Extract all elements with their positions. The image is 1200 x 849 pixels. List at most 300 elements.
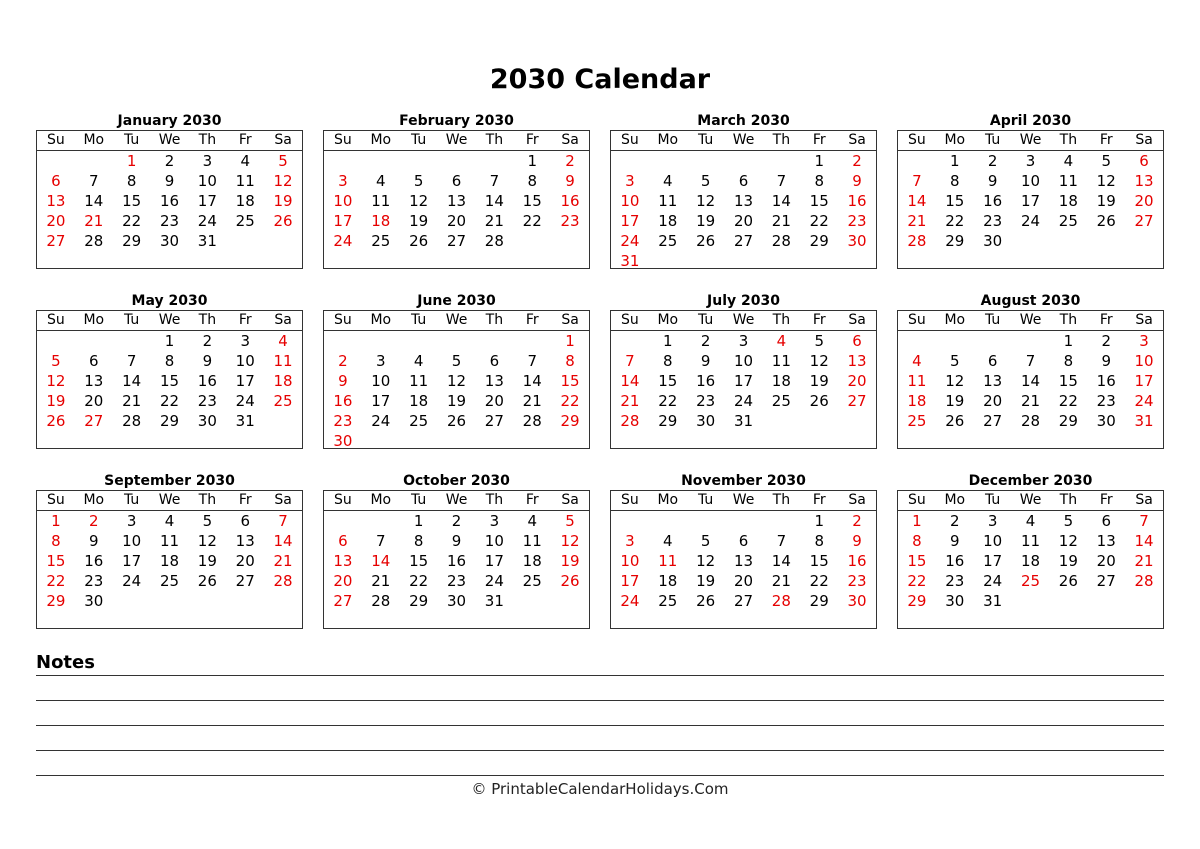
weekday-header xyxy=(898,311,1163,331)
day-cell: 5 xyxy=(1101,152,1111,170)
day-cell: 1 xyxy=(527,152,537,170)
weekday-label: Th xyxy=(1059,312,1078,328)
weekday-label: Sa xyxy=(1135,312,1153,328)
weekday-label: Fr xyxy=(238,132,252,148)
day-cell: 25 xyxy=(409,412,429,430)
weekday-label: We xyxy=(445,132,468,148)
weekday-header xyxy=(898,491,1163,511)
day-cell: 20 xyxy=(446,212,467,230)
day-cell: 31 xyxy=(983,592,1003,610)
weekday-label: Sa xyxy=(848,492,866,508)
day-cell: 7 xyxy=(912,172,922,190)
day-cell: 29 xyxy=(560,412,580,430)
day-cell: 15 xyxy=(122,192,142,210)
day-cell: 7 xyxy=(376,532,386,550)
day-cell: 2 xyxy=(202,332,213,350)
day-cell: 21 xyxy=(484,212,504,230)
day-cell: 20 xyxy=(847,372,867,390)
day-cell: 25 xyxy=(235,212,255,230)
month-box xyxy=(323,130,590,269)
day-cell: 2 xyxy=(700,332,711,350)
day-cell: 15 xyxy=(159,372,180,390)
day-cell: 1 xyxy=(164,332,175,350)
day-cell: 16 xyxy=(945,552,965,570)
weekday-label: Tu xyxy=(410,132,427,148)
weekday-label: Mo xyxy=(944,312,966,328)
day-cell: 28 xyxy=(522,412,542,430)
empty-cell xyxy=(37,331,75,351)
month-box xyxy=(610,490,877,629)
day-cell: 26 xyxy=(46,412,66,430)
day-cell: 25 xyxy=(658,592,678,610)
day-cell: 8 xyxy=(126,172,137,190)
day-cell: 17 xyxy=(620,572,640,590)
note-line[interactable] xyxy=(36,726,1164,751)
day-cell: 18 xyxy=(1020,552,1041,570)
day-cell: 22 xyxy=(409,572,429,590)
day-cell: 15 xyxy=(809,192,829,210)
day-cell: 15 xyxy=(560,372,580,390)
day-cell: 5 xyxy=(451,352,462,370)
day-cell: 11 xyxy=(273,352,293,370)
month-calendar xyxy=(323,470,590,629)
weekday-label: Tu xyxy=(410,312,427,328)
day-cell: 27 xyxy=(484,412,504,430)
note-line[interactable] xyxy=(36,676,1164,701)
day-cell: 24 xyxy=(197,212,217,230)
empty-cell xyxy=(438,151,476,171)
day-cell: 4 xyxy=(164,512,175,530)
day-cell: 23 xyxy=(333,412,353,430)
day-cell: 13 xyxy=(733,552,754,570)
empty-cell xyxy=(762,151,800,171)
day-cell: 10 xyxy=(620,552,640,570)
empty-cell xyxy=(649,151,687,171)
day-cell: 8 xyxy=(663,352,673,370)
day-cell: 10 xyxy=(333,192,353,210)
month-name: December 2030 xyxy=(968,473,1093,489)
day-cell: 15 xyxy=(522,192,542,210)
day-cell: 2 xyxy=(852,512,862,530)
day-cell: 13 xyxy=(446,192,467,210)
day-cell: 14 xyxy=(522,372,542,390)
day-cell: 6 xyxy=(1101,512,1111,530)
day-cell: 13 xyxy=(46,192,66,210)
month-box xyxy=(897,310,1164,449)
day-cell: 29 xyxy=(809,592,829,610)
day-cell: 20 xyxy=(84,392,104,410)
day-grid xyxy=(898,511,1163,611)
notes-title: Notes xyxy=(36,650,1164,676)
weekday-label: Fr xyxy=(1099,492,1113,508)
day-cell: 9 xyxy=(202,352,213,370)
weekday-label: Sa xyxy=(274,492,292,508)
day-cell: 14 xyxy=(84,192,104,210)
weekday-label: Mo xyxy=(370,312,392,328)
day-cell: 19 xyxy=(446,392,467,410)
empty-cell xyxy=(725,151,763,171)
day-cell: 6 xyxy=(1139,152,1149,170)
day-cell: 2 xyxy=(950,512,960,530)
day-cell: 24 xyxy=(371,412,391,430)
day-cell: 3 xyxy=(202,152,213,170)
day-cell: 29 xyxy=(907,592,927,610)
weekday-label: Sa xyxy=(561,312,579,328)
day-cell: 14 xyxy=(771,552,791,570)
month-box xyxy=(323,310,590,449)
day-cell: 27 xyxy=(235,572,255,590)
day-cell: 23 xyxy=(847,572,867,590)
day-cell: 19 xyxy=(809,372,829,390)
day-cell: 22 xyxy=(159,392,180,410)
day-cell: 24 xyxy=(733,392,754,410)
day-cell: 9 xyxy=(451,532,462,550)
day-cell: 2 xyxy=(852,152,862,170)
empty-cell xyxy=(400,331,438,351)
day-cell: 10 xyxy=(733,352,754,370)
month-box xyxy=(897,130,1164,269)
day-cell: 24 xyxy=(484,572,504,590)
day-cell: 25 xyxy=(907,412,927,430)
day-cell: 17 xyxy=(333,212,353,230)
empty-cell xyxy=(611,151,649,171)
day-cell: 27 xyxy=(847,392,867,410)
day-cell: 5 xyxy=(700,172,711,190)
day-cell: 14 xyxy=(907,192,927,210)
weekday-label: Su xyxy=(621,492,639,508)
day-cell: 21 xyxy=(907,212,927,230)
day-cell: 28 xyxy=(771,592,791,610)
day-cell: 26 xyxy=(945,412,965,430)
day-cell: 23 xyxy=(847,212,867,230)
day-cell: 4 xyxy=(376,172,386,190)
weekday-label: Mo xyxy=(657,312,679,328)
month-box xyxy=(36,130,303,269)
day-cell: 20 xyxy=(333,572,353,590)
day-cell: 17 xyxy=(235,372,255,390)
weekday-label: Su xyxy=(47,132,65,148)
day-cell: 7 xyxy=(278,512,288,530)
weekday-label: Th xyxy=(485,312,504,328)
day-cell: 3 xyxy=(126,512,137,530)
day-grid xyxy=(898,331,1163,431)
day-cell: 12 xyxy=(696,552,716,570)
day-cell: 1 xyxy=(126,152,137,170)
day-cell: 13 xyxy=(84,372,104,390)
day-cell: 28 xyxy=(1020,412,1041,430)
day-cell: 19 xyxy=(1096,192,1116,210)
day-cell: 2 xyxy=(451,512,462,530)
day-cell: 18 xyxy=(907,392,927,410)
month-name: March 2030 xyxy=(697,113,790,129)
empty-cell xyxy=(725,511,763,531)
day-cell: 20 xyxy=(46,212,66,230)
day-cell: 14 xyxy=(620,372,640,390)
weekday-label: Fr xyxy=(238,312,252,328)
day-cell: 29 xyxy=(122,232,142,250)
day-cell: 28 xyxy=(273,572,293,590)
day-cell: 9 xyxy=(852,172,862,190)
day-cell: 8 xyxy=(527,172,537,190)
weekday-label: We xyxy=(1019,492,1042,508)
note-line[interactable] xyxy=(36,701,1164,726)
weekday-label: Fr xyxy=(525,492,539,508)
day-cell: 27 xyxy=(333,592,353,610)
weekday-label: Su xyxy=(334,132,352,148)
day-cell: 6 xyxy=(489,352,500,370)
weekday-label: Su xyxy=(908,312,926,328)
day-cell: 5 xyxy=(1063,512,1074,530)
weekday-label: Th xyxy=(485,492,504,508)
day-cell: 14 xyxy=(771,192,791,210)
day-cell: 15 xyxy=(907,552,927,570)
day-cell: 24 xyxy=(1134,392,1154,410)
day-cell: 8 xyxy=(814,532,824,550)
weekday-label: Sa xyxy=(1135,492,1153,508)
day-cell: 21 xyxy=(1134,552,1154,570)
weekday-label: We xyxy=(732,312,755,328)
weekday-label: Tu xyxy=(984,132,1001,148)
day-cell: 5 xyxy=(950,352,960,370)
day-cell: 16 xyxy=(983,192,1003,210)
day-cell: 23 xyxy=(945,572,965,590)
day-cell: 15 xyxy=(809,552,829,570)
day-cell: 21 xyxy=(771,572,791,590)
weekday-label: Mo xyxy=(657,132,679,148)
weekday-label: Mo xyxy=(370,492,392,508)
day-cell: 25 xyxy=(371,232,391,250)
day-cell: 5 xyxy=(814,332,824,350)
day-cell: 2 xyxy=(164,152,175,170)
day-cell: 16 xyxy=(84,552,104,570)
day-cell: 11 xyxy=(1020,532,1041,550)
weekday-header xyxy=(898,131,1163,151)
weekday-label: Tu xyxy=(697,132,714,148)
day-cell: 1 xyxy=(912,512,922,530)
day-cell: 5 xyxy=(413,172,424,190)
day-cell: 5 xyxy=(278,152,288,170)
day-grid xyxy=(37,511,302,611)
month-calendar xyxy=(897,290,1164,449)
day-cell: 26 xyxy=(409,232,429,250)
day-cell: 4 xyxy=(663,532,673,550)
page-title: 2030 Calendar xyxy=(489,64,711,95)
weekday-label: We xyxy=(1019,312,1042,328)
day-cell: 2 xyxy=(987,152,998,170)
weekday-label: Mo xyxy=(83,132,105,148)
day-cell: 24 xyxy=(235,392,255,410)
day-cell: 29 xyxy=(159,412,180,430)
day-cell: 25 xyxy=(658,232,678,250)
day-cell: 14 xyxy=(122,372,142,390)
day-cell: 13 xyxy=(1134,172,1154,190)
day-cell: 9 xyxy=(1101,352,1111,370)
empty-cell xyxy=(475,151,513,171)
day-cell: 23 xyxy=(197,392,217,410)
weekday-label: Th xyxy=(198,312,217,328)
month-name: May 2030 xyxy=(131,293,208,309)
weekday-label: Sa xyxy=(274,312,292,328)
weekday-header xyxy=(611,131,876,151)
month-name: July 2030 xyxy=(707,293,780,309)
empty-cell xyxy=(475,331,513,351)
day-cell: 17 xyxy=(733,372,754,390)
month-name: February 2030 xyxy=(399,113,514,129)
day-cell: 6 xyxy=(51,172,61,190)
day-cell: 12 xyxy=(446,372,467,390)
day-cell: 21 xyxy=(620,392,640,410)
day-cell: 21 xyxy=(371,572,391,590)
month-calendar xyxy=(323,290,590,449)
month-calendar xyxy=(610,110,877,269)
empty-cell xyxy=(1012,331,1050,351)
note-line[interactable] xyxy=(36,751,1164,776)
empty-cell xyxy=(37,151,75,171)
weekday-label: Fr xyxy=(238,492,252,508)
month-name: September 2030 xyxy=(104,473,235,489)
day-grid xyxy=(324,151,589,251)
day-cell: 19 xyxy=(409,212,429,230)
day-cell: 24 xyxy=(620,592,640,610)
empty-cell xyxy=(324,151,362,171)
day-cell: 27 xyxy=(1096,572,1116,590)
empty-cell xyxy=(898,151,936,171)
day-cell: 20 xyxy=(1134,192,1154,210)
weekday-header xyxy=(324,311,589,331)
day-grid xyxy=(611,151,876,271)
day-cell: 29 xyxy=(945,232,965,250)
day-cell: 9 xyxy=(987,172,998,190)
weekday-label: Fr xyxy=(525,132,539,148)
weekday-label: Fr xyxy=(525,312,539,328)
empty-cell xyxy=(113,331,151,351)
day-cell: 26 xyxy=(1096,212,1116,230)
day-grid xyxy=(324,511,589,611)
day-cell: 25 xyxy=(522,572,542,590)
day-cell: 9 xyxy=(565,172,575,190)
day-cell: 9 xyxy=(89,532,99,550)
day-cell: 22 xyxy=(907,572,927,590)
day-cell: 3 xyxy=(376,352,386,370)
day-cell: 30 xyxy=(696,412,716,430)
day-cell: 8 xyxy=(565,352,575,370)
day-cell: 7 xyxy=(126,352,137,370)
day-cell: 17 xyxy=(1134,372,1154,390)
month-box xyxy=(36,310,303,449)
day-grid xyxy=(37,151,302,251)
day-cell: 25 xyxy=(771,392,791,410)
day-cell: 7 xyxy=(776,172,787,190)
day-cell: 8 xyxy=(950,172,960,190)
day-cell: 26 xyxy=(1058,572,1078,590)
day-cell: 31 xyxy=(484,592,504,610)
day-cell: 18 xyxy=(771,372,791,390)
day-cell: 2 xyxy=(1101,332,1111,350)
day-cell: 29 xyxy=(809,232,829,250)
day-cell: 20 xyxy=(733,212,754,230)
month-calendar xyxy=(36,470,303,629)
day-cell: 12 xyxy=(197,532,217,550)
empty-cell xyxy=(513,331,551,351)
day-cell: 8 xyxy=(413,532,424,550)
day-cell: 18 xyxy=(658,572,678,590)
day-cell: 21 xyxy=(1020,392,1041,410)
day-cell: 3 xyxy=(625,172,635,190)
day-cell: 7 xyxy=(89,172,99,190)
day-cell: 24 xyxy=(620,232,640,250)
day-cell: 14 xyxy=(1020,372,1041,390)
day-cell: 4 xyxy=(912,352,922,370)
day-cell: 25 xyxy=(1020,572,1041,590)
day-cell: 1 xyxy=(565,332,575,350)
weekday-label: Th xyxy=(1059,132,1078,148)
empty-cell xyxy=(649,511,687,531)
month-box xyxy=(323,490,590,629)
day-cell: 1 xyxy=(814,152,824,170)
day-cell: 22 xyxy=(809,212,829,230)
weekday-label: Mo xyxy=(83,492,105,508)
day-cell: 21 xyxy=(771,212,791,230)
day-cell: 28 xyxy=(620,412,640,430)
day-cell: 4 xyxy=(1025,512,1036,530)
day-cell: 19 xyxy=(560,552,580,570)
day-cell: 20 xyxy=(983,392,1003,410)
day-cell: 5 xyxy=(700,532,711,550)
day-cell: 6 xyxy=(738,172,749,190)
day-cell: 17 xyxy=(122,552,142,570)
month-box xyxy=(610,310,877,449)
day-cell: 7 xyxy=(1025,352,1036,370)
day-cell: 27 xyxy=(446,232,467,250)
day-cell: 18 xyxy=(159,552,180,570)
weekday-label: Fr xyxy=(1099,312,1113,328)
month-box xyxy=(36,490,303,629)
notes-section xyxy=(36,650,1164,776)
empty-cell xyxy=(898,331,936,351)
weekday-label: Su xyxy=(908,492,926,508)
day-cell: 9 xyxy=(338,372,348,390)
day-cell: 21 xyxy=(522,392,542,410)
day-cell: 2 xyxy=(338,352,348,370)
weekday-label: Su xyxy=(621,312,639,328)
day-cell: 7 xyxy=(1139,512,1149,530)
day-cell: 23 xyxy=(560,212,580,230)
day-cell: 10 xyxy=(371,372,391,390)
day-cell: 7 xyxy=(527,352,537,370)
day-cell: 16 xyxy=(333,392,353,410)
month-calendar xyxy=(323,110,590,269)
weekday-label: Tu xyxy=(697,492,714,508)
day-cell: 12 xyxy=(46,372,66,390)
day-cell: 9 xyxy=(950,532,960,550)
day-cell: 21 xyxy=(84,212,104,230)
day-cell: 10 xyxy=(1020,172,1041,190)
day-cell: 16 xyxy=(696,372,716,390)
weekday-label: Mo xyxy=(83,312,105,328)
weekday-label: We xyxy=(158,132,181,148)
weekday-header xyxy=(37,491,302,511)
month-box xyxy=(897,490,1164,629)
empty-cell xyxy=(611,511,649,531)
day-cell: 1 xyxy=(663,332,673,350)
day-cell: 8 xyxy=(912,532,922,550)
day-cell: 24 xyxy=(333,232,353,250)
day-cell: 28 xyxy=(122,412,142,430)
day-cell: 20 xyxy=(484,392,504,410)
day-cell: 27 xyxy=(1134,212,1154,230)
month-box xyxy=(610,130,877,269)
day-cell: 11 xyxy=(658,552,678,570)
